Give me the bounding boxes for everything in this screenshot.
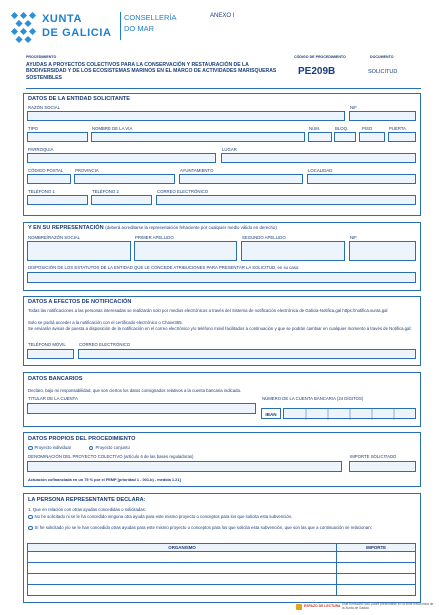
joint-option-label: Proyecto conjunto bbox=[95, 445, 130, 450]
notification-mobile-field[interactable] bbox=[27, 349, 74, 359]
nombre-via-label: NOMBRE DE LA VÍA bbox=[92, 126, 133, 131]
department-line-1: CONSELLERÍA bbox=[124, 13, 177, 22]
piso-label: PISO bbox=[362, 126, 373, 131]
procedure-code: PE209B bbox=[298, 66, 336, 77]
rep-nombre-field[interactable] bbox=[27, 241, 131, 261]
feder-note: Actuación cofinanciada en un 75 % por el FEMP [prioridad 1 - 001.b) - medida 1.21] bbox=[28, 477, 181, 482]
bank-titular-label: TITULAR DE LA CUENTA bbox=[28, 396, 78, 401]
importe-cell[interactable] bbox=[337, 563, 416, 574]
lugar-field[interactable] bbox=[221, 153, 416, 163]
annex-label: ANEXO I bbox=[210, 13, 235, 19]
notification-text-2: Solo se podrá acceder a la notificación con el certificado electrónico o Chave365. bbox=[28, 320, 183, 325]
notification-mobile-label: TELÉFONO MÓVIL bbox=[28, 342, 66, 347]
parroquia-label: PARROQUIA bbox=[28, 147, 54, 152]
declaration-option-yes bbox=[28, 525, 414, 530]
declaration-option-no bbox=[28, 514, 416, 519]
tipo-field[interactable] bbox=[27, 132, 88, 142]
project-name-field[interactable] bbox=[27, 461, 342, 472]
rep-nif-label: NIF bbox=[350, 235, 357, 240]
representative-heading bbox=[28, 225, 277, 231]
applicant-email-label: CORREO ELECTRÓNICO bbox=[157, 189, 209, 194]
document-label: DOCUMENTO bbox=[370, 55, 394, 59]
rep-nif-field[interactable] bbox=[349, 241, 416, 261]
procedure-label: PROCEDIMIENTO bbox=[26, 55, 57, 59]
applicant-email-field[interactable] bbox=[156, 195, 416, 205]
department-line-2: DO MAR bbox=[124, 24, 154, 33]
razon-social-field[interactable] bbox=[27, 111, 345, 121]
notification-email-label: CORREO ELECTRÓNICO bbox=[79, 342, 131, 347]
logo-text-galicia: DE GALICIA bbox=[42, 27, 112, 39]
num-field[interactable] bbox=[308, 132, 332, 142]
individual-option-label: Proyecto individual bbox=[34, 445, 71, 450]
rep-apellido2-label: SEGUNDO APELLIDO bbox=[242, 235, 286, 240]
rep-nombre-label: NOMBRE/RAZÓN SOCIAL bbox=[28, 235, 81, 240]
bank-heading: DATOS BANCARIOS bbox=[28, 376, 83, 382]
organismo-column-header: ORGANISMO bbox=[28, 544, 337, 552]
footer-note: Este formulario solo podrá presentarse en la sede electrónica de la Xunta de Galicia bbox=[342, 602, 434, 610]
project-name-label: DENOMINACIÓN DEL PROYECTO COLECTIVO (artículo 6 de las bases reguladoras) bbox=[28, 454, 194, 459]
table-row bbox=[28, 552, 416, 563]
razon-social-label: RAZÓN SOCIAL bbox=[28, 105, 60, 110]
rep-disposicion-field[interactable] bbox=[27, 272, 416, 283]
localidad-label: LOCALIDAD bbox=[308, 168, 333, 173]
rep-disposicion-label: DISPOSICIÓN DE LOS ESTATUTOS DE LA ENTIDAD QUE LE CONCEDE ATRIBUCIONES PARA PRESENTAR LA SOLICITUD, en su caso: bbox=[28, 265, 300, 270]
tel1-label: TELÉFONO 1 bbox=[28, 189, 55, 194]
logo-text-xunta: XUNTA bbox=[42, 13, 83, 25]
no-other-aid-label: No he solicitado ni se le ha concedido ninguna otra ayuda para este mismo proyecto o conceptos para los que solicita esta subvención. bbox=[34, 514, 293, 519]
rep-apellido1-field[interactable] bbox=[134, 241, 237, 261]
representative-heading-note: (deberá acreditarse la representación fehaciente por cualquier medio válido en derecho) bbox=[105, 225, 277, 230]
notification-text-1: Todas las notificaciones a las personas interesadas se realizarán solo por medios electrónicos a través del Sistema de notificación electrónica de Galicia-Notifica.gal https://notifica.xunta.gal bbox=[28, 308, 388, 313]
iban-label: IBAN bbox=[261, 408, 281, 419]
notification-heading: DATOS A EFECTOS DE NOTIFICACIÓN bbox=[28, 299, 132, 305]
bank-declaration: Declaro, bajo mi responsabilidad, que son ciertos los datos consignados relativos a la cuenta bancaria indicada. bbox=[28, 388, 242, 393]
nombre-via-field[interactable] bbox=[91, 132, 305, 142]
bank-titular-field[interactable] bbox=[27, 403, 256, 414]
bank-number-label: NÚMERO DE LA CUENTA BANCARIA (24 DÍGITOS) bbox=[262, 396, 364, 401]
tel1-field[interactable] bbox=[27, 195, 88, 205]
bloq-field[interactable] bbox=[334, 132, 356, 142]
amount-field[interactable] bbox=[349, 461, 416, 472]
rep-apellido2-field[interactable] bbox=[241, 241, 345, 261]
iban-digit-dividers bbox=[284, 409, 417, 420]
lugar-label: LUGAR bbox=[222, 147, 237, 152]
piso-field[interactable] bbox=[359, 132, 385, 142]
importe-column-header: IMPORTE bbox=[337, 544, 416, 552]
organismo-cell[interactable] bbox=[28, 585, 337, 596]
notification-text-3: Se enviarán avisos de puesta a disposición de la notificación en el correo electrónico y/o teléfono móvil facilitados a continuación y que se podrán cambiar en cualquier momento a través de Notifica.gal: bbox=[28, 326, 412, 331]
puerta-label: PUERTA bbox=[389, 126, 407, 131]
header-divider bbox=[26, 88, 421, 89]
bloq-label: BLOQ. bbox=[335, 126, 349, 131]
xunta-logo bbox=[10, 9, 120, 49]
applicant-heading: DATOS DE LA ENTIDAD SOLICITANTE bbox=[28, 96, 131, 102]
importe-cell[interactable] bbox=[337, 574, 416, 585]
puerta-field[interactable] bbox=[388, 132, 416, 142]
no-other-aid-radio[interactable] bbox=[28, 515, 33, 520]
table-row bbox=[28, 563, 416, 574]
other-aid-radio[interactable] bbox=[28, 526, 33, 531]
num-label: NÚM. bbox=[309, 126, 320, 131]
procedure-title: AYUDAS A PROYECTOS COLECTIVOS PARA LA CONSERVACIÓN Y RESTAURACIÓN DE LA BIODIVERSIDAD Y DE LOS ECOSISTEMAS MARINOS EN EL MARCO DE ACTIVIDADES MARISQUERAS SOSTENIBLES bbox=[26, 62, 277, 81]
tel2-field[interactable] bbox=[91, 195, 152, 205]
localidad-field[interactable] bbox=[307, 174, 416, 184]
tipo-label: TIPO bbox=[28, 126, 39, 131]
rep-apellido1-label: PRIMER APELLIDO bbox=[135, 235, 174, 240]
declaration-question-1: 1. Que en relación con otras ayudas concedidas o solicitadas: bbox=[28, 507, 146, 512]
sede-electronica-icon bbox=[296, 604, 302, 610]
bank-number-field[interactable] bbox=[283, 408, 416, 419]
amount-label: IMPORTE SOLICITADO bbox=[350, 454, 397, 459]
table-row bbox=[28, 574, 416, 585]
importe-cell[interactable] bbox=[337, 585, 416, 596]
other-aid-label: Sí he solicitado y/o se le han concedido otras ayudas para este mismo proyecto o conceptos para los que solicita esta subvención, que son las que a continuación se relacionan: bbox=[34, 525, 372, 530]
declaration-heading: LA PERSONA REPRESENTANTE DECLARA: bbox=[28, 497, 146, 503]
ayuntamiento-label: AYUNTAMIENTO bbox=[180, 168, 214, 173]
project-type-options bbox=[28, 445, 130, 450]
organismo-cell[interactable] bbox=[28, 563, 337, 574]
table-row bbox=[28, 585, 416, 596]
procedure-code-label: CÓDIGO DE PROCEDIMIENTO bbox=[294, 55, 346, 59]
organismo-cell[interactable] bbox=[28, 552, 337, 563]
provincia-label: PROVINCIA bbox=[75, 168, 99, 173]
individual-radio[interactable] bbox=[28, 446, 33, 451]
xunta-emblem-icon bbox=[10, 11, 38, 45]
notification-email-field[interactable] bbox=[78, 349, 416, 359]
footer-badge: ESPAZO DE LECTURA bbox=[304, 604, 341, 608]
parroquia-field[interactable] bbox=[27, 153, 216, 163]
cp-label: CÓDIGO POSTAL bbox=[28, 168, 64, 173]
other-aid-table bbox=[27, 543, 416, 596]
ayuntamiento-field[interactable] bbox=[179, 174, 303, 184]
nif-field[interactable] bbox=[349, 111, 416, 121]
document-type: SOLICITUD bbox=[368, 69, 398, 75]
tel2-label: TELÉFONO 2 bbox=[92, 189, 119, 194]
nif-label: NIF bbox=[350, 105, 357, 110]
procedure-data-heading: DATOS PROPIOS DEL PROCEDIMIENTO bbox=[28, 436, 136, 442]
representative-heading-title: Y EN SU REPRESENTACIÓN bbox=[28, 225, 104, 231]
organismo-cell[interactable] bbox=[28, 574, 337, 585]
provincia-field[interactable] bbox=[74, 174, 175, 184]
cp-field[interactable] bbox=[27, 174, 71, 184]
importe-cell[interactable] bbox=[337, 552, 416, 563]
joint-radio[interactable] bbox=[89, 446, 94, 451]
logo-divider bbox=[120, 12, 121, 40]
